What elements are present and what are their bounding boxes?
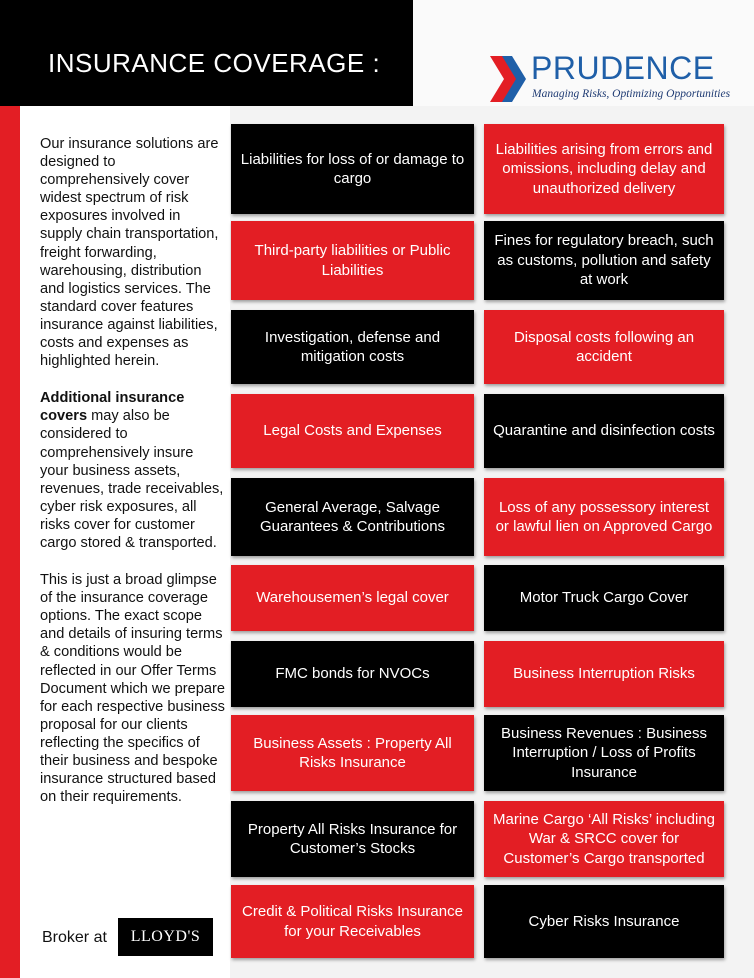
broker-block (40, 918, 240, 958)
coverage-cell: Liabilities arising from errors and omissions, including delay and unauthorized delivery (484, 124, 724, 214)
prudence-logo-icon (488, 54, 528, 104)
coverage-cell: Fines for regulatory breach, such as customs, pollution and safety at work (484, 221, 724, 300)
paragraph-rest: may also be considered to comprehensively insure your business assets, revenues, trade receivables, cyber risk exposures, all risks cover for customer cargo stored & transported. (40, 408, 224, 551)
coverage-cell: Business Assets : Property All Risks Insurance (231, 715, 474, 791)
coverage-cell: Legal Costs and Expenses (231, 394, 474, 468)
broker-label: Broker at (42, 929, 107, 946)
bold-lead: Additional insurance covers (40, 390, 185, 425)
coverage-cell: FMC bonds for NVOCs (231, 641, 474, 707)
intro-text (40, 135, 225, 825)
coverage-cell: Business Revenues : Business Interruption / Loss of Profits Insurance (484, 715, 724, 791)
coverage-cell: Motor Truck Cargo Cover (484, 565, 724, 631)
coverage-cell: Warehousemen’s legal cover (231, 565, 474, 631)
intro-paragraph-additional (40, 389, 225, 552)
coverage-cell: Property All Risks Insurance for Customer’s Stocks (231, 801, 474, 877)
coverage-cell: Loss of any possessory interest or lawful lien on Approved Cargo (484, 478, 724, 556)
intro-paragraph: Our insurance solutions are designed to comprehensively cover widest spectrum of risk exposures involved in supply chain transportation, freight forwarding, warehousing, distribution and logistics services. The standard cover features insurance against liabilities, costs and expenses as highlighted herein. (40, 136, 219, 370)
coverage-cell: Investigation, defense and mitigation costs (231, 310, 474, 384)
lloyds-badge: LLOYD'S (118, 918, 213, 956)
coverage-cell: Credit & Political Risks Insurance for your Receivables (231, 885, 474, 958)
accent-strip (0, 106, 20, 978)
logo-name: PRUDENCE (531, 50, 715, 86)
coverage-cell: Business Interruption Risks (484, 641, 724, 707)
coverage-cell: Third-party liabilities or Public Liabilities (231, 221, 474, 300)
coverage-cell: Liabilities for loss of or damage to cargo (231, 124, 474, 214)
page-title: INSURANCE COVERAGE : (48, 48, 381, 78)
intro-paragraph-scope: This is just a broad glimpse of the insurance coverage options. The exact scope and details of insuring terms & conditions would be reflected in our Offer Terms Document which we prepare for each respective business proposal for our clients reflecting the specifics of their business and bespoke insurance structured based on their requirements. (40, 572, 225, 806)
coverage-cell: General Average, Salvage Guarantees & Contributions (231, 478, 474, 556)
coverage-cell: Cyber Risks Insurance (484, 885, 724, 958)
coverage-cell: Quarantine and disinfection costs (484, 394, 724, 468)
coverage-cell: Disposal costs following an accident (484, 310, 724, 384)
coverage-cell: Marine Cargo ‘All Risks’ including War & SRCC cover for Customer’s Cargo transported (484, 801, 724, 877)
logo-tagline: Managing Risks, Optimizing Opportunities (532, 88, 731, 100)
